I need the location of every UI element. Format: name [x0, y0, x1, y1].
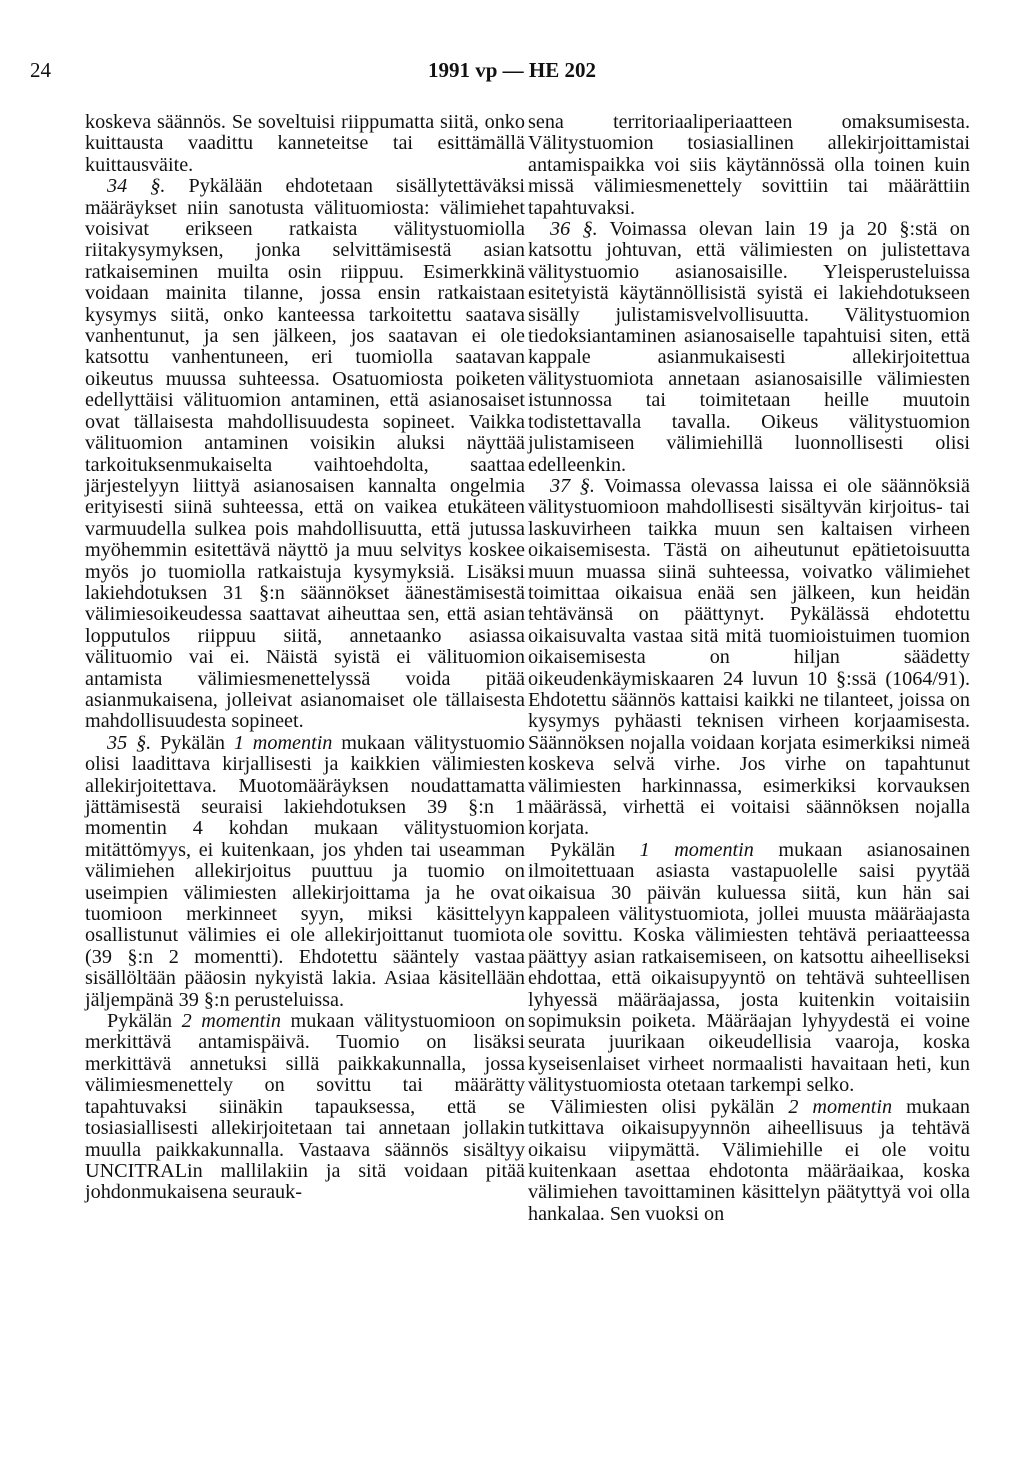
running-title: 1991 vp — HE 202 [427, 58, 597, 82]
paragraph-text: Pykälään ehdotetaan sisällytettäväksi määräykset niin sanotusta välituomiosta: välimiehet voisivat erikseen ratkaista välitystuomiolla riitakysymyksen, jonka selvittämisestä asian ratkaiseminen muilta osin riippuu. Esimerkkinä voidaan mainita tilanne, jossa ensin ratkaistaan kysymys siitä, onko kanteessa tarkoitettu saatava vanhentunut, ja sen jälkeen, jos saatavan ei ole katsottu vanhentuneen, eri tuomiolla saatavan oikeutus muussa suhteessa. Osatuomiosta poiketen edellyttäisi välituomion antaminen, että asianosaiset ovat tällaisesta mahdollisuudesta sopineet. Vaikka välituomion antaminen voisikin aluksi näyttää tarkoituksenmukaiselta vaihtoehdolta, saattaa järjestelyyn liittyä asianosaisen kannalta ongelmia erityisesti siinä suhteessa, että on vaikea etukäteen varmuudella sulkea pois mahdollisuutta, että jutussa myöhemmin esitettävä näyttö ja muu selvitys koskee myös jo tuomiolla ratkaistuja kysymyksiä. Lisäksi lakiehdotuksen 31 §:n säännökset äänestämisestä välimiesoikeudessa saattavat aiheuttaa sen, että asian lopputulos riippuu siitä, annetaanko asiassa välituomio vai ei. Näistä syistä ei välituomion antamista välimiesmenettelyssä voida pitää asianmukaisena, jolleivat asianomaiset ole tällaisesta mahdollisuudesta sopineet. [85, 175, 525, 733]
paragraph-text: Voimassa olevan lain 19 ja 20 §:stä on katsottu johtuvan, että välimiesten on julistettava välitystuomio asianosaisille. Yleisperusteluissa esitetyistä käytännöllisistä syistä ei lakiehdotukseen sisälly julistamisvelvollisuutta. Välitystuomion tiedoksiantaminen asianosaiselle tapahtuisi siten, että kappale asianmukaisesti allekirjoitettua välitystuomiota annetaan asianosaisille välimiesten istunnossa tai toimitetaan heille muutoin todistettavalla tavalla. Oikeus välitystuomion julistamiseen välimiehillä luonnollisesti olisi edelleenkin. [528, 218, 970, 476]
paragraph-text: Pykälän [151, 731, 234, 754]
section-marker: 37 §. [550, 474, 595, 497]
paragraph-section-35 [85, 733, 525, 1011]
emphasis: 1 momentin [639, 838, 754, 861]
paragraph-text: mukaan välitystuomio olisi laadittava kirjallisesti ja kaikkien välimiesten allekirjoitettava. Muotomääräyksen noudattamatta jättämisestä seuraisi lakiehdotuksen 39 §:n 1 momentin 4 kohdan mukaan välitystuomion mitättömyys, ei kuitenkaan, jos yhden tai useamman välimiehen allekirjoitus puuttuu ja tuomio on useimpien välimiesten allekirjoittama ja he ovat tuomioon merkinneet syyn, miksi käsittelyyn osallistunut välimies ei ole allekirjoittanut tuomiota (39 §:n 2 momentti). Ehdotettu sääntely vastaa sisällöltään pääosin nykyistä lakia. Asiaa käsitellään jäljempänä 39 §:n perusteluissa. [85, 731, 525, 1011]
emphasis: 1 momentin [233, 731, 333, 754]
paragraph: sena territoriaaliperiaatteen omaksumisesta. Välitystuomion tosiasiallinen allekirjoittamistai antamispaikka voi siis käytännössä olla toinen kuin missä välimiesmenettely sovittiin tai määrättiin tapahtuvaksi. [528, 111, 970, 219]
section-marker: 36 §. [550, 218, 598, 241]
paragraph-section-36 [528, 219, 970, 476]
paragraph [528, 1097, 970, 1225]
paragraph-text: mukaan asianosainen ilmoitettuaan asiasta vastapuolelle saisi pyytää oikaisua 30 päivän kuluessa siitä, kun hän sai kappaleen välitystuomiota, jollei muusta määräajasta ole sovittu. Koska välimiesten tehtävä periaatteessa päättyy asian ratkaisemiseen, on katsottu aiheelliseksi ehdottaa, että oikaisupyyntö on tehtävä suhteellisen lyhyessä määräajassa, josta kuitenkin voitaisiin sopimuksin poiketa. Määräajan lyhyydestä ei voine seurata juurikaan oikeudellisia vaaroja, koska kyseisenlaiset virheet normaalisti havaitaan heti, kun välitystuomiosta otetaan tarkempi selko. [528, 838, 970, 1097]
page-number: 24 [30, 58, 51, 82]
paragraph-section-37 [528, 476, 970, 840]
paragraph-text: mukaan välitystuomioon on merkittävä antamispäivä. Tuomio on lisäksi merkittävä annetuksi sillä paikkakunnalla, jossa välimiesmenettely on sovittu tai määrätty tapahtuvaksi siinäkin tapauksessa, että se tosiasiallisesti allekirjoitetaan tai annetaan jollakin muulla paikkakunnalla. Vastaava säännös sisältyy UNCITRALin mallilakiin ja sitä voidaan pitää johdonmukaisena seurauk- [85, 1010, 525, 1204]
page-header [0, 58, 1024, 88]
section-marker: 35 §. [107, 731, 152, 754]
section-marker: 34 §. [107, 175, 166, 198]
paragraph-text: mukaan tutkittava oikaisupyynnön aiheellisuus ja tehtävä oikaisu viipymättä. Välimiehille ei ole voitu kuitenkaan asettaa ehdotonta määräaikaa, koska välimiehen tavoittaminen käsittelyn päätyttyä voi olla hankalaa. Sen vuoksi on [528, 1095, 970, 1225]
emphasis: 2 momentin [181, 1010, 281, 1033]
paragraph-text: Välimiesten olisi pykälän [550, 1095, 789, 1118]
paragraph [85, 1011, 525, 1204]
paragraph-section-34 [85, 176, 525, 733]
paragraph-text: Voimassa olevassa laissa ei ole säännöksiä välitystuomioon mahdollisesti sisältyvän kirjoitus- tai laskuvirheen taikka muun sen kaltaisen virheen oikaisemisesta. Tästä on aiheutunut epätietoisuutta muun muassa siinä suhteessa, voivatko välimiehet toimittaa oikaisua enää sen jälkeen, kun heidän tehtävänsä on päättynyt. Pykälässä ehdotettu oikaisuvalta vastaa sitä mitä tuomioistuimen tuomion oikaisemisesta on hiljan säädetty oikeudenkäymiskaaren 24 luvun 10 §:ssä (1064/91). Ehdotettu säännös kattaisi kaikki ne tilanteet, joissa on kysymys pyhäasti teknisen virheen korjaamisesta. Säännöksen nojalla voidaan korjata esimerkiksi nimeä koskeva selvä virhe. Jos virhe on tapahtunut välimiesten harkinnassa, esimerkiksi korvauksen määrässä, virhettä ei voitaisi säännöksen nojalla korjata. [528, 474, 971, 840]
emphasis: 2 momentin [788, 1095, 893, 1118]
paragraph-text: Pykälän [107, 1010, 182, 1033]
right-column [528, 112, 970, 1225]
left-column [85, 112, 525, 1204]
paragraph: koskeva säännös. Se soveltuisi riippumatta siitä, onko kuittausta vaadittu kanneteitse tai esittämällä kuittausväite. [85, 111, 525, 176]
paragraph [528, 840, 970, 1097]
paragraph-text: Pykälän [550, 838, 640, 861]
